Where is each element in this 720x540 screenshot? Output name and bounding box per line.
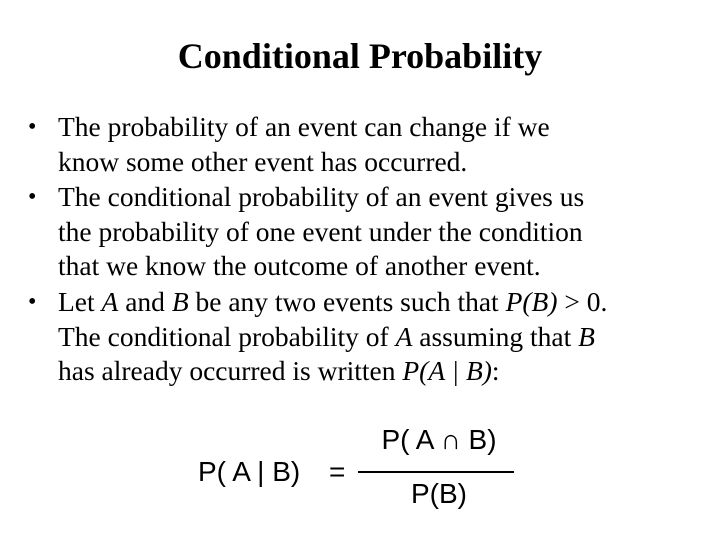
fraction-bar <box>358 471 514 473</box>
bullet-item-1 <box>26 110 716 179</box>
bullet-line: the probability of one event under the condition <box>58 215 583 247</box>
slide-title: Conditional Probability <box>177 36 543 76</box>
bullet-line: The conditional probability of an event gives us <box>58 181 585 213</box>
event-a-variable: A <box>101 285 119 317</box>
text-run: Let <box>58 285 102 317</box>
bullet-line: know some other event has occurred. <box>58 145 468 177</box>
text-run: The conditional probability of <box>58 320 396 352</box>
formula-denominator: P(B) <box>411 478 467 509</box>
bullet-item-3 <box>26 285 716 389</box>
event-a-variable: A <box>395 320 413 352</box>
conditional-probability-formula <box>198 424 528 522</box>
bullet-line <box>58 285 716 320</box>
bullet-marker: • <box>28 114 37 140</box>
conditional-probability-notation: P(A | B) <box>402 355 492 387</box>
text-run: be any two events such that <box>188 285 506 317</box>
formula-numerator: P( A ∩ B) <box>381 424 497 455</box>
bullet-marker: • <box>28 288 37 315</box>
text-run: > 0. <box>557 285 608 317</box>
bullet-line <box>58 320 716 355</box>
text-run: : <box>491 355 500 387</box>
text-run: has already occurred is written <box>58 355 403 387</box>
text-run: and <box>118 285 172 317</box>
text-run: assuming that <box>412 320 579 352</box>
bullet-line: that we know the outcome of another event. <box>58 250 541 282</box>
bullet-marker: • <box>28 184 37 211</box>
event-b-variable: B <box>171 285 189 317</box>
bullet-line: The probability of an event can change if we <box>58 111 550 142</box>
event-b-variable: B <box>578 320 595 352</box>
bullet-item-2 <box>26 180 716 284</box>
formula-lhs: P( A | B) <box>198 456 301 487</box>
bullet-line <box>58 354 716 389</box>
formula-equals: = <box>329 456 346 487</box>
bullet-list <box>26 110 716 390</box>
probability-of-b: P(B) <box>505 285 558 317</box>
